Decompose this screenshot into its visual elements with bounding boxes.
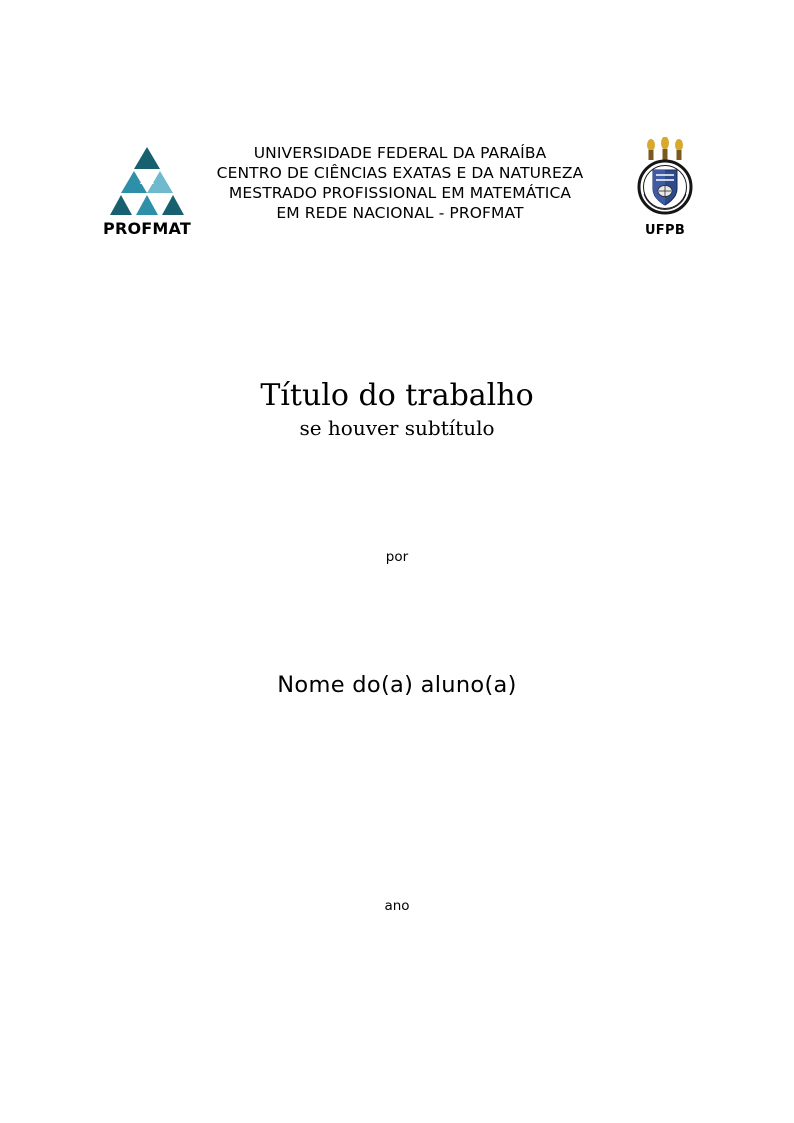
ufpb-logo (630, 137, 700, 249)
institution-text (196, 143, 604, 223)
ufpb-crest-icon (630, 137, 700, 223)
title-block (97, 378, 697, 441)
cover-header (100, 135, 700, 250)
ufpb-wordmark: UFPB (644, 223, 686, 238)
profmat-triangle-icon (108, 145, 186, 217)
by-label: por (385, 549, 409, 565)
institution-line-4: EM REDE NACIONAL - PROFMAT (276, 204, 524, 222)
document-subtitle: se houver subtítulo (299, 416, 495, 440)
institution-line-1: UNIVERSIDADE FEDERAL DA PARAÍBA (253, 144, 547, 162)
institution-line-2: CENTRO DE CIÊNCIAS EXATAS E DA NATUREZA (216, 164, 584, 182)
year-label: ano (384, 898, 410, 914)
document-title: Título do trabalho (260, 378, 534, 413)
profmat-logo (100, 145, 196, 250)
author-name: Nome do(a) aluno(a) (277, 672, 517, 698)
institution-line-3: MESTRADO PROFISSIONAL EM MATEMÁTICA (228, 184, 572, 202)
profmat-wordmark: PROFMAT (103, 219, 191, 238)
